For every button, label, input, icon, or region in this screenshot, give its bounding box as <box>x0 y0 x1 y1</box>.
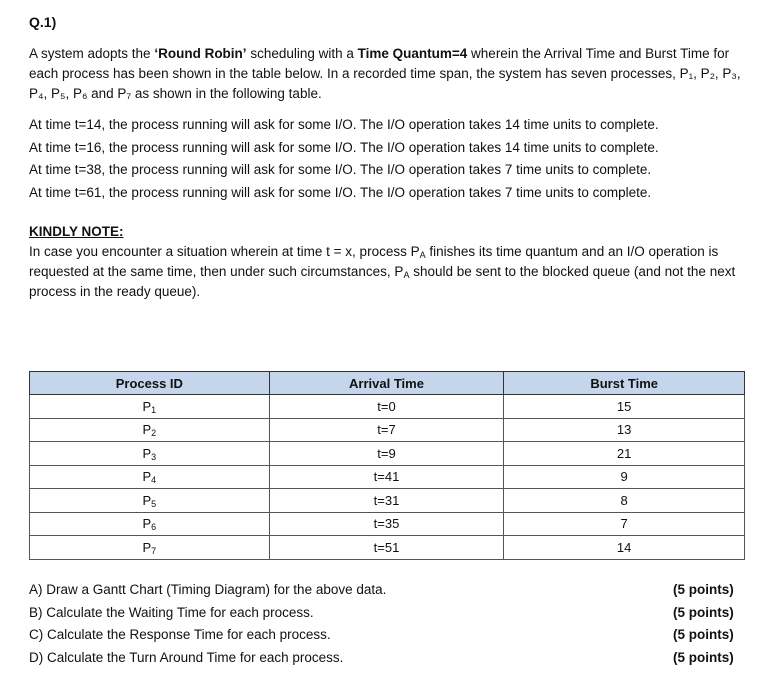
io-event: At time t=61, the process running will ask for some I/O. The I/O operation takes 7 time units to complete. <box>29 184 652 200</box>
process-id-subscript: 5 <box>151 498 157 509</box>
process-id-subscript: 7 <box>151 545 157 556</box>
table-header-row <box>30 372 745 395</box>
note-text-3: should be sent to the blocked queue (and not the next process in the ready queue). <box>29 264 736 299</box>
arrival-time-cell: t=7 <box>269 418 504 442</box>
burst-time-cell: 21 <box>504 442 745 466</box>
process-table <box>29 371 745 560</box>
header-burst-time: Burst Time <box>504 372 745 395</box>
note-heading: KINDLY NOTE: <box>29 224 124 239</box>
task-points: (5 points) <box>673 627 734 642</box>
task-points: (5 points) <box>673 582 734 597</box>
arrival-time-cell: t=41 <box>269 465 504 489</box>
burst-time-cell: 9 <box>504 465 745 489</box>
io-event: At time t=14, the process running will ask for some I/O. The I/O operation takes 14 time units to complete. <box>29 117 659 132</box>
table-row <box>30 442 745 466</box>
intro-text-2: scheduling with a <box>246 46 358 61</box>
header-process-id: Process ID <box>30 372 270 395</box>
process-id-cell <box>30 536 270 560</box>
io-event: At time t=38, the process running will ask for some I/O. The I/O operation takes 7 time units to complete. <box>29 162 652 177</box>
header-arrival-time: Arrival Time <box>269 372 504 395</box>
intro-text-3: wherein the Arrival Time and Burst Time for each process has been shown in the table below. In a recorded time span, the system has seven processes, <box>29 46 730 81</box>
table-row <box>30 536 745 560</box>
process-id-cell <box>30 489 270 513</box>
arrival-time-cell: t=31 <box>269 489 504 513</box>
process-id-subscript: 2 <box>151 428 157 439</box>
table-row <box>30 465 745 489</box>
task-item <box>29 624 745 647</box>
process-id-subscript: 6 <box>151 522 157 533</box>
task-text: B) Calculate the Waiting Time for each process. <box>29 604 314 620</box>
process-id-cell <box>30 465 270 489</box>
table-row <box>30 418 745 442</box>
process-id-cell <box>30 418 270 442</box>
process-id: P <box>142 422 152 438</box>
task-item <box>29 579 745 602</box>
arrival-time-cell: t=9 <box>269 442 504 466</box>
process-id-subscript: 4 <box>151 475 157 486</box>
process-id: P <box>142 445 152 461</box>
burst-time-cell: 7 <box>504 512 745 536</box>
intro-text-4: as shown in the following table. <box>131 86 322 101</box>
task-item <box>29 602 745 625</box>
process-id-subscript: 3 <box>151 451 157 462</box>
note-text-2: finishes its time quantum and an I/O operation is requested at the same time, then under such circumstances, P <box>29 244 719 279</box>
burst-time-cell: 15 <box>504 395 745 419</box>
table-row <box>30 512 745 536</box>
arrival-time-cell: t=51 <box>269 536 504 560</box>
note-subscript-1: A <box>419 250 426 260</box>
table-row <box>30 489 745 513</box>
process-id-cell <box>30 512 270 536</box>
process-id: P <box>142 516 152 532</box>
process-id: P <box>142 492 152 508</box>
task-list <box>29 579 745 669</box>
burst-time-cell: 8 <box>504 489 745 513</box>
intro-text-1: A system adopts the <box>29 46 155 61</box>
task-points: (5 points) <box>673 649 734 665</box>
process-id: P <box>142 539 152 555</box>
io-event-list <box>29 114 747 204</box>
burst-time-cell: 14 <box>504 536 745 560</box>
process-id-subscript: 1 <box>151 404 157 415</box>
task-text: A) Draw a Gantt Chart (Timing Diagram) for the above data. <box>29 582 387 597</box>
task-points: (5 points) <box>673 604 734 620</box>
intro-paragraph <box>29 44 747 104</box>
arrival-time-cell: t=0 <box>269 395 504 419</box>
note-subscript-2: A <box>403 270 410 280</box>
process-list: P₁, P₂, P₃, P₄, P₅, P₆ and P₇ <box>29 66 741 101</box>
time-quantum: Time Quantum=4 <box>357 46 468 61</box>
arrival-time-cell: t=35 <box>269 512 504 536</box>
burst-time-cell: 13 <box>504 418 745 442</box>
note-paragraph <box>29 242 747 302</box>
note-text-1: In case you encounter a situation wherein at time t = x, process P <box>29 244 420 259</box>
task-text: D) Calculate the Turn Around Time for each process. <box>29 649 344 665</box>
task-item <box>29 647 745 670</box>
algorithm-name: ‘Round Robin’ <box>154 46 247 61</box>
task-text: C) Calculate the Response Time for each process. <box>29 627 331 642</box>
process-id: P <box>142 469 152 485</box>
process-id-cell <box>30 395 270 419</box>
io-event: At time t=16, the process running will ask for some I/O. The I/O operation takes 14 time units to complete. <box>29 139 659 155</box>
process-id: P <box>142 398 152 414</box>
question-page <box>29 14 747 302</box>
question-number: Q.1) <box>29 14 57 30</box>
table-row <box>30 395 745 419</box>
process-id-cell <box>30 442 270 466</box>
